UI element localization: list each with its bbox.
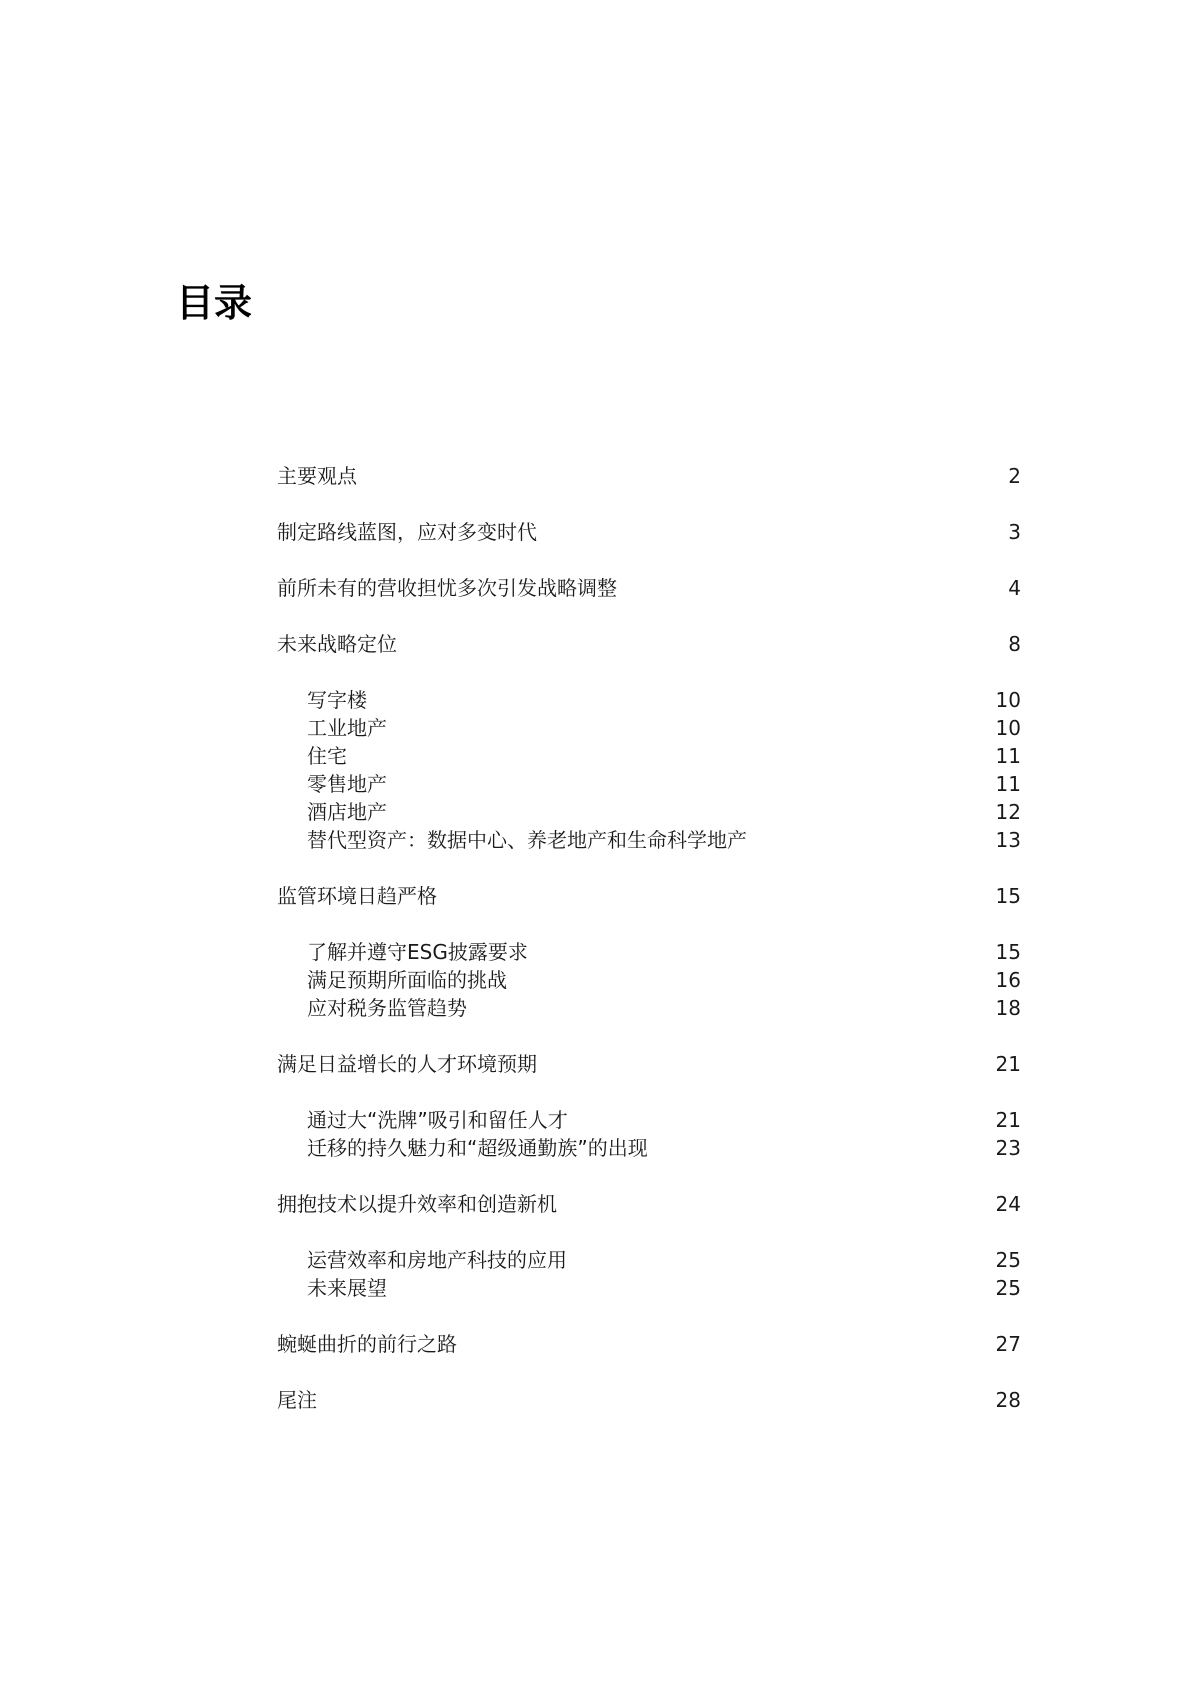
toc-entry-page-number: 10 [995,716,1021,740]
toc-entry-label: 零售地产 [307,772,387,796]
toc-entry-label: 迁移的持久魅力和“超级通勤族”的出现 [307,1136,648,1160]
toc-entry-page-number: 13 [995,828,1021,852]
toc-entry-label: 了解并遵守ESG披露要求 [307,940,528,964]
toc-entry-talent-expectations[interactable] [277,1050,1021,1078]
toc-subentry-outlook[interactable] [277,1274,1021,1302]
toc-entry-page-number: 11 [995,772,1021,796]
toc-entry-page-number: 25 [995,1276,1021,1300]
toc-entry-label: 满足预期所面临的挑战 [307,968,507,992]
page-title: 目录 [176,281,253,325]
toc-entry-winding-road[interactable] [277,1330,1021,1358]
toc-subentry-expectation-challenges[interactable] [277,966,1021,994]
toc-subentry-super-commuters[interactable] [277,1134,1021,1162]
toc-entry-page-number: 28 [995,1388,1021,1412]
toc-subentry-office[interactable] [277,686,1021,714]
toc-entry-label: 主要观点 [277,464,357,488]
toc-entry-page-number: 27 [995,1332,1021,1356]
toc-entry-page-number: 2 [1008,464,1021,488]
toc-entry-page-number: 4 [1008,576,1021,600]
toc-entry-page-number: 8 [1008,632,1021,656]
toc-entry-page-number: 23 [995,1136,1021,1160]
toc-entry-page-number: 21 [995,1052,1021,1076]
toc-entry-label: 制定路线蓝图，应对多变时代 [277,520,537,544]
toc-entry-label: 未来战略定位 [277,632,397,656]
toc-entry-label: 尾注 [277,1388,317,1412]
toc-subentry-residential[interactable] [277,742,1021,770]
toc-entry-label: 酒店地产 [307,800,387,824]
toc-entry-label: 满足日益增长的人才环境预期 [277,1052,537,1076]
toc-entry-label: 工业地产 [307,716,387,740]
toc-entry-label: 通过大“洗牌”吸引和留任人才 [307,1108,568,1132]
toc-entry-regulation[interactable] [277,882,1021,910]
toc-subentry-tax-trends[interactable] [277,994,1021,1022]
toc-entry-label: 监管环境日趋严格 [277,884,437,908]
toc-subentry-hotel[interactable] [277,798,1021,826]
toc-entry-page-number: 15 [995,884,1021,908]
toc-entry-page-number: 21 [995,1108,1021,1132]
toc-subentry-proptech[interactable] [277,1246,1021,1274]
toc-entry-revenue-concerns[interactable] [277,574,1021,602]
toc-entry-future-positioning[interactable] [277,630,1021,658]
toc-subentry-alternative-assets[interactable] [277,826,1021,854]
toc-entry-page-number: 16 [995,968,1021,992]
toc-entry-label: 未来展望 [307,1276,387,1300]
toc-subentry-great-reshuffle[interactable] [277,1106,1021,1134]
toc-entry-label: 写字楼 [307,688,367,712]
toc-entry-page-number: 3 [1008,520,1021,544]
toc-subentry-retail[interactable] [277,770,1021,798]
toc-entry-label: 前所未有的营收担忧多次引发战略调整 [277,576,617,600]
toc-entry-embrace-technology[interactable] [277,1190,1021,1218]
toc-entry-label: 替代型资产：数据中心、养老地产和生命科学地产 [307,828,747,852]
toc-subentry-esg-disclosure[interactable] [277,938,1021,966]
toc-entry-page-number: 24 [995,1192,1021,1216]
toc-entry-page-number: 25 [995,1248,1021,1272]
toc-entry-roadmap[interactable] [277,518,1021,546]
toc-entry-endnotes[interactable] [277,1386,1021,1414]
toc-entry-label: 运营效率和房地产科技的应用 [307,1248,567,1272]
toc-entry-page-number: 18 [995,996,1021,1020]
toc-entry-label: 住宅 [307,744,347,768]
toc-entry-page-number: 10 [995,688,1021,712]
toc-entry-label: 应对税务监管趋势 [307,996,467,1020]
toc-entry-page-number: 12 [995,800,1021,824]
toc-entry-label: 蜿蜒曲折的前行之路 [277,1332,457,1356]
toc-subentry-industrial[interactable] [277,714,1021,742]
toc-entry-key-findings[interactable] [277,462,1021,490]
toc-entry-page-number: 11 [995,744,1021,768]
toc-entry-page-number: 15 [995,940,1021,964]
toc-entry-label: 拥抱技术以提升效率和创造新机 [277,1192,557,1216]
